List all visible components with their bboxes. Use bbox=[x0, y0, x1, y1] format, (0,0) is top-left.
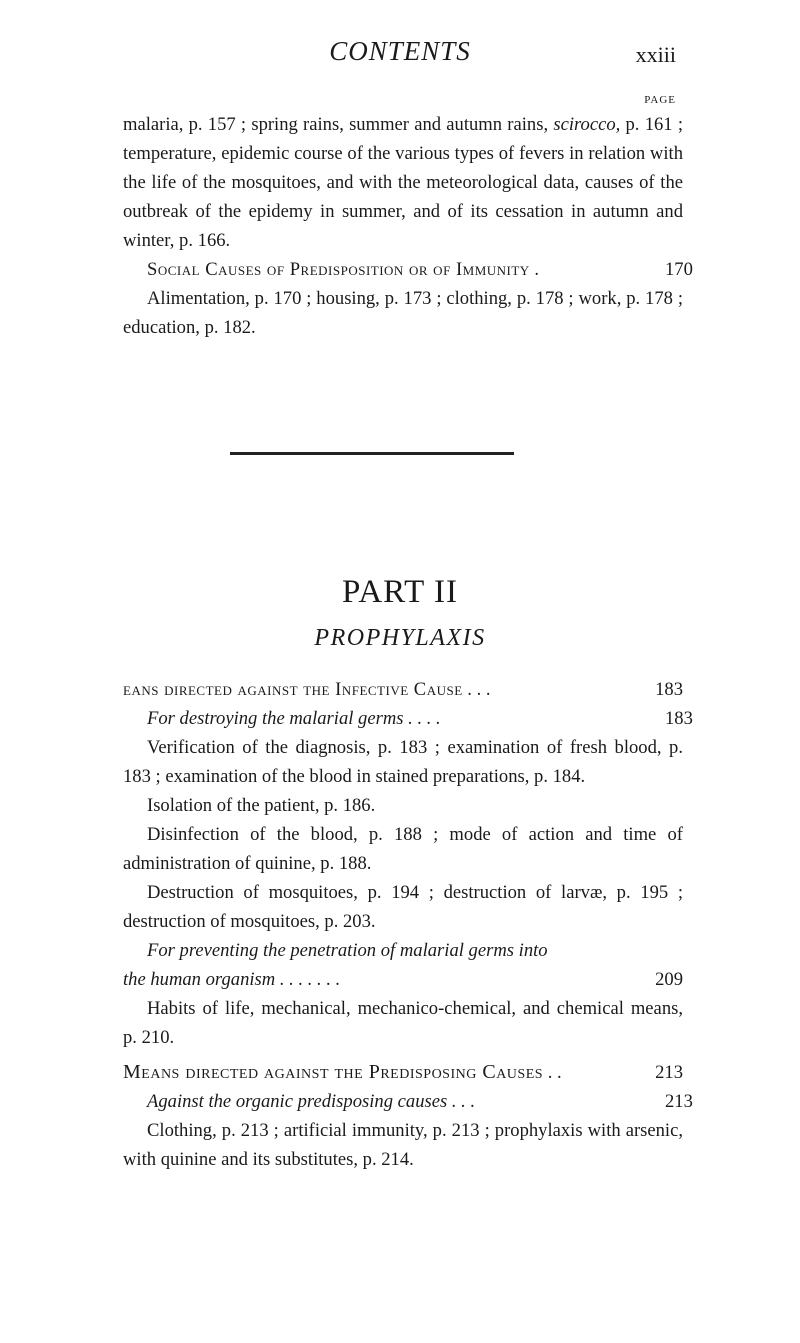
part-title: PART II bbox=[342, 574, 458, 610]
isolation-text: Isolation of the patient, p. 186. bbox=[147, 795, 376, 816]
section-divider bbox=[230, 452, 514, 455]
social-heading: Social Causes of Predisposition or of Immunity bbox=[147, 259, 530, 280]
clothing-text: Clothing, p. 213 ; artificial immunity, p. 213 ; prophylaxis with arsenic, with quinine and its substitutes, p. 214. bbox=[123, 1120, 683, 1170]
page-number: xxiii bbox=[635, 42, 676, 67]
toc-entry-destroying-germs[interactable]: For destroying the malarial germs . . . . 183 bbox=[147, 708, 693, 729]
social-page: 170 bbox=[665, 259, 693, 280]
destruction-text: Destruction of mosquitoes, p. 194 ; destruction of larvæ, p. 195 ; destruction of mosquitoes, p. 203. bbox=[123, 882, 683, 932]
toc-entry-organic-causes[interactable]: Against the organic predisposing causes . . . 213 bbox=[147, 1091, 693, 1112]
verification-text: Verification of the diagnosis, p. 183 ; examination of fresh blood, p. 183 ; examination of the blood in stained preparations, p. 184. bbox=[123, 737, 683, 787]
page-column-label: PAGE bbox=[644, 94, 676, 106]
seasonal-causes-text: malaria, p. 157 ; spring rains, summer and autumn rains, scirocco, p. 161 ; temperature, epidemic course of the various types of fevers in relation with the life of the mosquitoes, and with the meteorological data, causes of the outbreak of the epidemy in summer, and of its cessation in autumn and winter, p. 166. bbox=[123, 114, 683, 251]
part2-contents bbox=[123, 675, 693, 1174]
running-header bbox=[0, 36, 800, 72]
preventing-heading: For preventing the penetration of malarial germs into bbox=[147, 940, 548, 961]
disinfection-text: Disinfection of the blood, p. 188 ; mode of action and time of administration of quinine, p. 188. bbox=[123, 824, 683, 874]
part1-continuation bbox=[123, 110, 693, 342]
toc-entry-means-predisposing[interactable]: Means directed against the Predisposing Causes . . 213 bbox=[123, 1061, 683, 1083]
toc-entry-social-causes[interactable]: Social Causes of Predisposition or of Immunity . 170 bbox=[123, 255, 683, 284]
toc-entry-means-infective[interactable]: eans directed against the Infective Cause . . . 183 bbox=[123, 679, 683, 700]
part-subtitle: PROPHYLAXIS bbox=[314, 625, 486, 651]
social-causes-text: Alimentation, p. 170 ; housing, p. 173 ; clothing, p. 178 ; work, p. 178 ; education, p. 182. bbox=[123, 288, 683, 338]
toc-entry-preventing-penetration[interactable]: the human organism . . . . . . . 209 bbox=[123, 969, 683, 990]
header-title: CONTENTS bbox=[329, 36, 471, 66]
habits-text: Habits of life, mechanical, mechanico-chemical, and chemical means, p. 210. bbox=[123, 998, 683, 1048]
